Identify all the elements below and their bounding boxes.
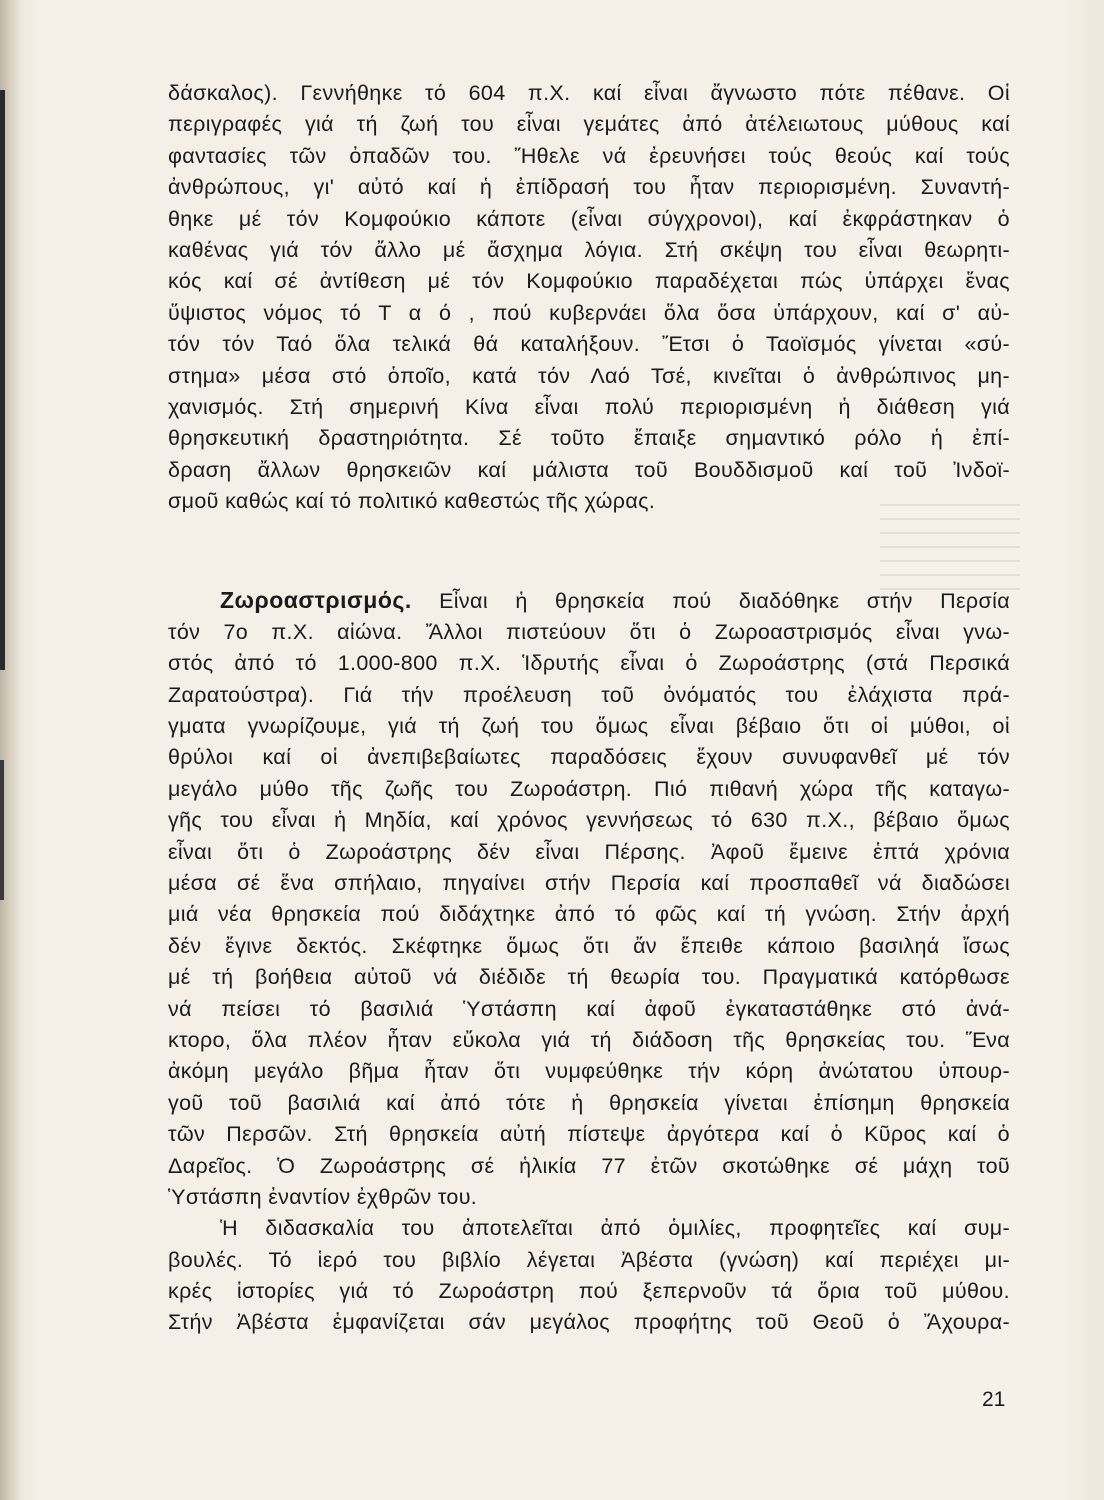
text-line: φαντασίες τῶν ὀπαδῶν του. Ἤθελε νά ἐρευνήσει τούς θεούς καί τούς xyxy=(168,143,1010,168)
section-zoroastrianism xyxy=(168,585,1010,1338)
text-line: κτορο, ὅλα πλέον ἦταν εὔκολα γιά τή διάδοση τῆς θρησκείας του. Ἕνα xyxy=(168,1027,1010,1052)
text-line: καθένας γιά τόν ἄλλο μέ ἄσχημα λόγια. Στή σκέψη του εἶναι θεωρητι- xyxy=(168,237,1010,262)
binding-shadow-lower xyxy=(0,760,4,900)
text-line: χανισμός. Στή σημερινή Κίνα εἶναι πολύ περιορισμένη ἡ διάθεση γιά xyxy=(168,394,1010,419)
text-line: δραση ἄλλων θρησκειῶν καί μάλιστα τοῦ Βουδδισμοῦ καί τοῦ Ἰνδοϊ- xyxy=(168,457,1010,482)
text-line: Ὑστάσπη ἐναντίον ἐχθρῶν του. xyxy=(168,1184,478,1209)
text-line: γματα γνωρίζουμε, γιά τή ζωή του ὅμως εἶναι βέβαιο ὅτι οἱ μύθοι, οἱ xyxy=(168,714,1010,739)
text-line: θρησκευτική δραστηριότητα. Σέ τοῦτο ἔπαιξε σημαντικό ρόλο ἡ ἐπί- xyxy=(168,426,1010,451)
text-line: ἀνθρώπους, γι' αὐτό καί ἡ ἐπίδρασή του ἦταν περιορισμένη. Συναντή- xyxy=(168,175,1010,200)
text-line: ὕψιστος νόμος τό Τ α ό , πού κυβερνάει ὅλα ὅσα ὑπάρχουν, καί σ' αὐ- xyxy=(168,300,1010,325)
text-line: μέσα σέ ἕνα σπήλαιο, πηγαίνει στήν Περσία καί προσπαθεῖ νά διαδώσει xyxy=(168,870,1010,895)
text-line: Εἶναι ἡ θρησκεία πού διαδόθηκε στήν Περσία xyxy=(411,589,1010,614)
text-line: γῆς του εἶναι ἡ Μηδία, καί χρόνος γεννήσεως τό 630 π.Χ., βέβαιο ὅμως xyxy=(168,808,1010,833)
text-line: τόν 7ο π.Χ. αἰώνα. Ἄλλοι πιστεύουν ὅτι ὁ Ζωροαστρισμός εἶναι γνω- xyxy=(168,619,1010,644)
text-line: δέν ἔγινε δεκτός. Σκέφτηκε ὅμως ὅτι ἄν ἔπειθε κάποιο βασιληά ἴσως xyxy=(168,933,1010,958)
text-line: θηκε μέ τόν Κομφούκιο κάποτε (εἶναι σύγχρονοι), καί ἐκφράστηκαν ὁ xyxy=(168,206,1010,231)
text-line: Ἡ διδασκαλία του ἀποτελεῖται ἀπό ὁμιλίες, προφητεῖες καί συμ- xyxy=(220,1216,1010,1241)
text-line: Ζαρατούστρα). Γιά τήν προέλευση τοῦ ὀνόματός του ἐλάχιστα πρά- xyxy=(168,682,1010,707)
text-line: βουλές. Τό ἱερό του βιβλίο λέγεται Ἀβέστα (γνώση) καί περιέχει μι- xyxy=(168,1247,1010,1272)
text-line: τῶν Περσῶν. Στή θρησκεία αὐτή πίστεψε ἀργότερα καί ὁ Κῦρος καί ὁ xyxy=(168,1122,1010,1147)
text-line: μεγάλο μύθο τῆς ζωῆς του Ζωροάστρη. Πιό πιθανή χώρα τῆς καταγω- xyxy=(168,776,1010,801)
text-line: τόν τόν Ταό ὅλα τελικά θά καταλήξουν. Ἔτσι ὁ Ταοϊσμός γίνεται «σύ- xyxy=(168,332,1010,357)
text-line: δάσκαλος). Γεννήθηκε τό 604 π.Χ. καί εἶναι ἄγνωστο πότε πέθανε. Οἱ xyxy=(168,81,1010,105)
body-text xyxy=(168,78,1010,1339)
text-line: μιά νέα θρησκεία πού διδάχτηκε ἀπό τό φῶς καί τή γνώση. Στήν ἀρχή xyxy=(168,902,1010,927)
text-line: Δαρεῖος. Ὁ Ζωροάστρης σέ ἡλικία 77 ἐτῶν σκοτώθηκε σέ μάχη τοῦ xyxy=(168,1153,1010,1178)
text-line: νά πείσει τό βασιλιά Ὑστάσπη καί ἀφοῦ ἐγκαταστάθηκε στό ἀνά- xyxy=(168,996,1010,1021)
text-line: εἶναι ὅτι ὁ Ζωροάστρης δέν εἶναι Πέρσης. Ἀφοῦ ἔμεινε ἑπτά χρόνια xyxy=(168,839,1010,864)
text-line: ἀκόμη μεγάλο βῆμα ἦταν ὅτι νυμφεύθηκε τήν κόρη ἀνώτατου ὑπουρ- xyxy=(168,1059,1010,1084)
text-line: Στήν Ἀβέστα ἐμφανίζεται σάν μεγάλος προφήτης τοῦ Θεοῦ ὁ Ἄχουρα- xyxy=(168,1310,1010,1335)
text-line: περιγραφές γιά τή ζωή του εἶναι γεμάτες ἀπό ἀτέλειωτους μύθους καί xyxy=(168,112,1010,137)
text-line: μέ τή βοήθεια αὐτοῦ νά διέδιδε τή θεωρία του. Πραγματικά κατόρθωσε xyxy=(168,965,1010,990)
text-line: κρές ἱστορίες γιά τό Ζωροάστρη πού ξεπερνοῦν τά ὅρια τοῦ μύθου. xyxy=(168,1279,1010,1304)
text-line: θρύλοι καί οἱ ἀνεπιβεβαίωτες παραδόσεις ἔχουν συνυφανθεῖ μέ τόν xyxy=(168,745,1010,770)
text-line: στός ἀπό τό 1.000-800 π.Χ. Ἱδρυτής εἶναι ὁ Ζωροάστρης (στά Περσικά xyxy=(168,651,1010,676)
section-heading: Ζωροαστρισμός. xyxy=(220,587,412,614)
binding-shadow xyxy=(0,90,5,670)
text-line: στημα» μέσα στό ὁποῖο, κατά τόν Λαό Τσέ, κινεῖται ὁ ἀνθρώπινος μη- xyxy=(168,363,1010,388)
text-line: σμοῦ καθώς καί τό πολιτικό καθεστώς τῆς χώρας. xyxy=(168,489,656,514)
paragraph-taoism xyxy=(168,78,1010,517)
page-number: 21 xyxy=(982,1388,1006,1411)
section-first-line xyxy=(168,585,1010,616)
text-line: κός καί σέ ἀντίθεση μέ τόν Κομφούκιο παραδέχεται πώς ὑπάρχει ἕνας xyxy=(168,269,1010,294)
text-line: γοῦ τοῦ βασιλιά καί ἀπό τότε ἡ θρησκεία γίνεται ἐπίσημη θρησκεία xyxy=(168,1090,1010,1115)
